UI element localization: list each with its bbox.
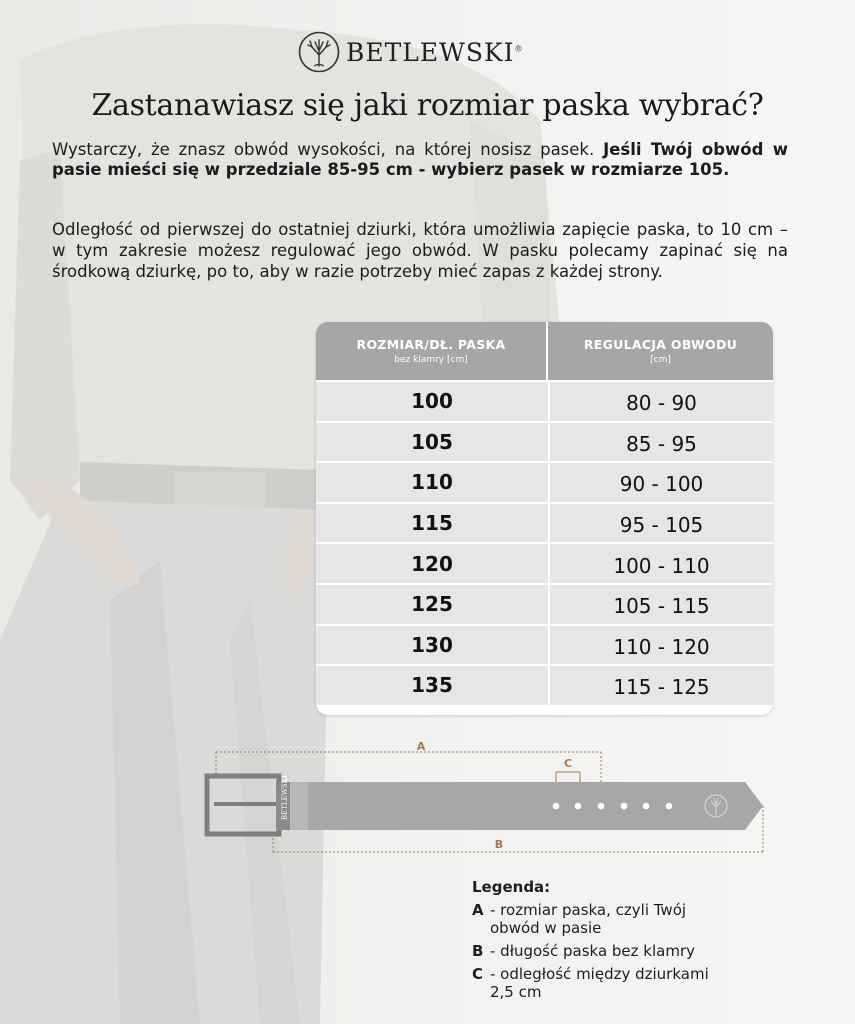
legend-item-a (472, 901, 802, 937)
legend (472, 878, 802, 1006)
range-cell: 95 - 105 (619, 513, 704, 538)
legend-text: - długość paska bez klamry (490, 942, 696, 960)
legend-text: - odległość między dziurkami 2,5 cm (490, 965, 709, 1001)
size-cell: 115 (316, 504, 550, 543)
intro-highlight: Jeśli Twój obwód w pasie mieści się w przedziale 85-95 cm - wybierz pasek w rozmiarze 105. (52, 140, 789, 179)
header-size-title: ROZMIAR/DŁ. PASKA (356, 337, 506, 352)
buckle-brand: BETLEWSKI (281, 775, 289, 820)
belt-buckle (207, 775, 308, 834)
range-cell: 80 - 90 (626, 391, 697, 416)
size-cell: 100 (316, 382, 550, 421)
registered-mark: ® (514, 44, 524, 54)
legend-item-c (472, 965, 802, 1001)
size-cell: 105 (316, 423, 550, 462)
header-size-sub: bez klamry [cm] (394, 355, 468, 365)
intro-text: Wystarczy, że znasz obwód wysokości, na której nosisz pasek. (52, 140, 604, 159)
size-cell: 135 (316, 666, 550, 705)
legend-item-b (472, 942, 802, 960)
legend-key: C (472, 965, 484, 983)
legend-title: Legenda: (472, 878, 551, 896)
page-title: Zastanawiasz się jaki rozmiar paska wybrać? (91, 88, 764, 123)
legend-text: - rozmiar paska, czyli Twój obwód w pasie (490, 901, 687, 937)
size-cell: 120 (316, 544, 550, 583)
range-cell: 110 - 120 (613, 634, 710, 659)
brand-name: BETLEWSKI® (346, 37, 524, 67)
range-cell: 105 - 115 (613, 594, 710, 619)
legend-key: B (472, 942, 484, 960)
range-cell: 115 - 125 (613, 675, 710, 700)
header-range-title: REGULACJA OBWODU (583, 337, 738, 352)
label-a: A (416, 740, 426, 753)
range-cell: 90 - 100 (619, 472, 704, 497)
legend-key: A (472, 901, 484, 919)
range-cell: 100 - 110 (613, 553, 710, 578)
adjustment-paragraph: Odległość od pierwszej do ostatniej dziurki, która umożliwia zapięcie paska, to 10 cm – w tym zakresie możesz regulować jego obwód. W pasku polecamy zapinać się na środkową dziurkę, po to, aby w razie potrzeby mieć zapas z każdej strony. (52, 220, 788, 281)
belt-strap (308, 782, 763, 830)
size-cell: 130 (316, 626, 550, 665)
header-range-sub: [cm] (650, 355, 671, 365)
size-cell: 125 (316, 585, 550, 624)
range-cell: 85 - 95 (626, 431, 697, 456)
size-cell: 110 (316, 463, 550, 502)
label-b: B (494, 838, 504, 851)
label-c: C (563, 757, 573, 770)
